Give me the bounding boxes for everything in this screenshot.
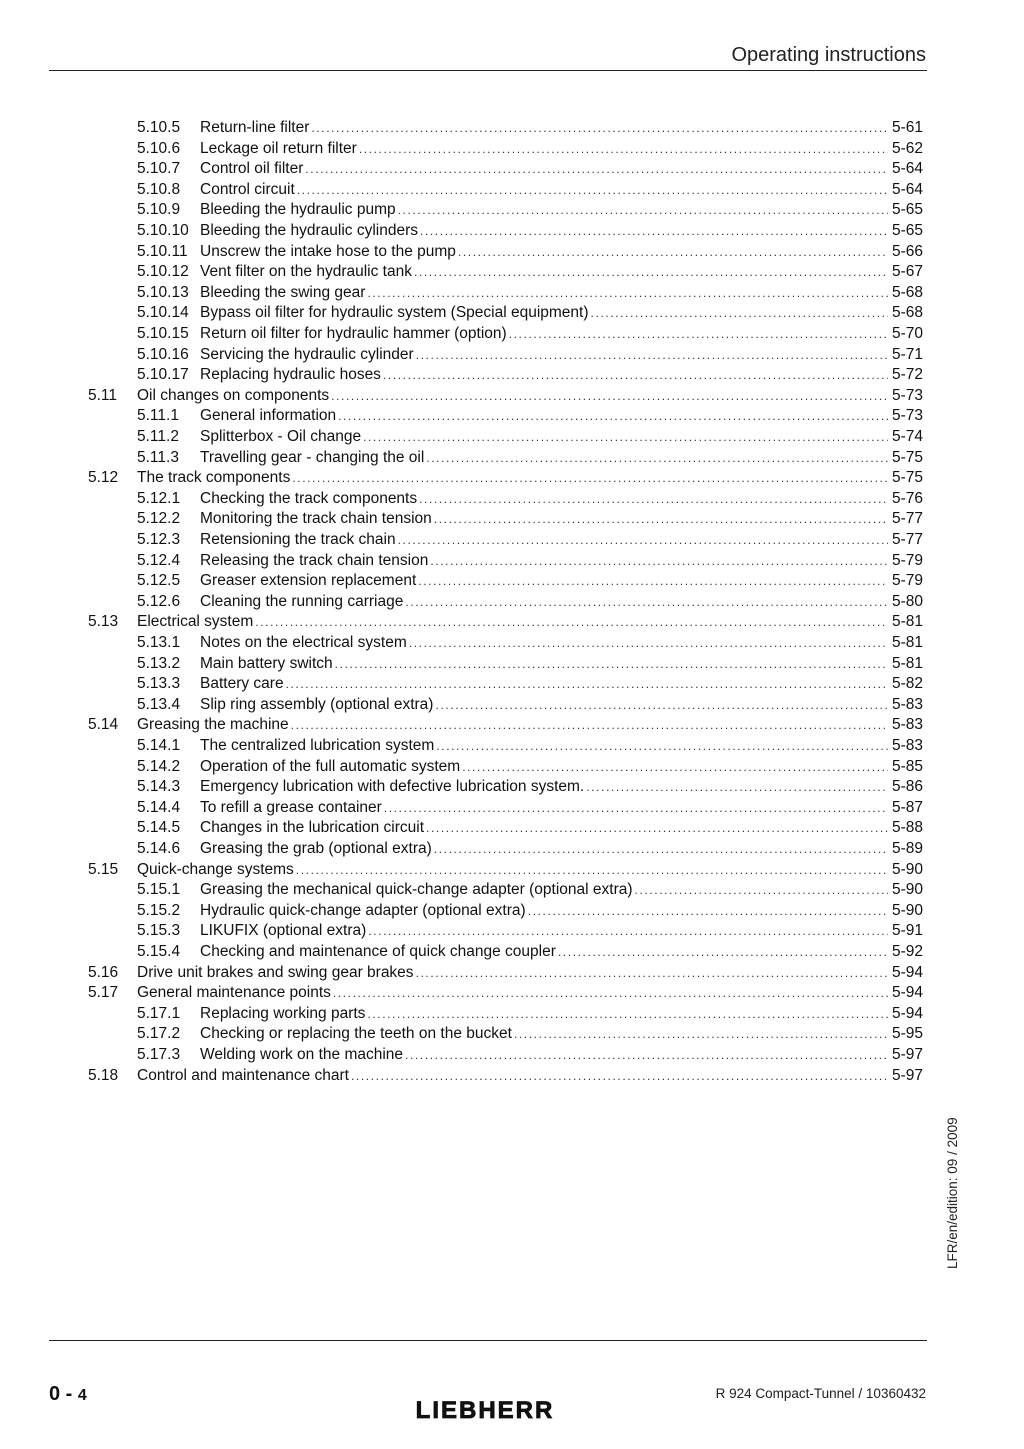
toc-entry[interactable]	[0, 571, 1024, 592]
toc-entry[interactable]	[0, 736, 1024, 757]
toc-entry-title: To refill a grease container	[200, 798, 382, 816]
toc-entry-title-line	[200, 509, 890, 530]
toc-entry-number: 5.15.3	[137, 922, 181, 940]
toc-entry-page: 5-90	[892, 881, 924, 899]
toc-entry-page: 5-61	[892, 119, 924, 136]
toc-dot-leader	[405, 1045, 888, 1066]
toc-entry-title-line	[200, 921, 890, 942]
toc-dot-leader	[359, 139, 888, 160]
toc-dot-leader	[367, 1004, 888, 1025]
toc-entry-page: 5-65	[892, 201, 924, 219]
toc-entry-page: 5-85	[892, 757, 924, 775]
toc-entry-number: 5.14.2	[137, 757, 181, 775]
toc-entry-page: 5-83	[892, 695, 924, 713]
toc-entry-number: 5.15.4	[137, 943, 181, 960]
toc-dot-leader	[509, 324, 888, 345]
toc-dot-leader	[363, 427, 888, 448]
toc-entry-title-line	[200, 489, 890, 510]
edition-note	[943, 1113, 963, 1273]
toc-dot-leader	[558, 942, 888, 963]
toc-dot-leader	[414, 262, 888, 283]
toc-dot-leader	[418, 571, 888, 592]
toc-dot-leader	[416, 963, 888, 984]
toc-entry-page: 5-94	[892, 1004, 924, 1022]
toc-entry-title-line	[200, 880, 890, 901]
toc-entry-page: 5-92	[892, 943, 924, 960]
toc-entry[interactable]	[0, 654, 1024, 675]
toc-entry[interactable]	[0, 880, 1024, 901]
toc-entry-title: Checking and maintenance of quick change coupler	[200, 943, 556, 960]
toc-entry-title: Notes on the electrical system	[200, 634, 407, 651]
toc-entry-page: 5-68	[892, 283, 924, 301]
toc-dot-leader	[635, 880, 888, 901]
toc-entry-title: The centralized lubrication system	[200, 737, 435, 754]
toc-entry-number: 5.10.12	[137, 263, 189, 281]
toc-entry-page: 5-88	[892, 819, 924, 837]
toc-entry-title: Quick-change systems	[137, 860, 294, 878]
toc-entry-title-line	[200, 283, 890, 304]
toc-entry-title: Electrical system	[137, 613, 254, 631]
toc-entry-number: 5.12.1	[137, 489, 181, 507]
toc-entry-number: 5.12	[88, 469, 119, 487]
toc-entry[interactable]	[0, 200, 1024, 221]
toc-dot-leader	[384, 798, 888, 819]
toc-dot-leader	[367, 283, 888, 304]
toc-entry-number: 5.13.2	[137, 654, 181, 672]
toc-entry-number: 5.11.3	[137, 448, 179, 466]
toc-entry-page: 5-95	[892, 1025, 924, 1043]
toc-entry-title: LIKUFIX (optional extra)	[200, 922, 367, 940]
toc-entry[interactable]	[0, 983, 1024, 1004]
toc-entry[interactable]	[0, 901, 1024, 922]
toc-entry-number: 5.15.1	[137, 881, 181, 899]
toc-entry-title-line	[200, 262, 890, 283]
toc-dot-leader	[291, 715, 888, 736]
page-number-sub: 4	[77, 1387, 87, 1404]
toc-entry-number: 5.10.15	[137, 325, 189, 342]
toc-entry-number: 5.10.16	[137, 345, 189, 363]
toc-dot-leader	[305, 159, 888, 180]
toc-entry-title: Bleeding the hydraulic pump	[200, 201, 396, 219]
toc-entry-title: Hydraulic quick-change adapter (optional extra)	[200, 901, 526, 919]
toc-entry-page: 5-70	[892, 325, 924, 342]
toc-entry-page: 5-97	[892, 1046, 924, 1063]
toc-entry-number: 5.17.2	[137, 1025, 181, 1043]
toc-dot-leader	[458, 242, 888, 263]
toc-entry-title-line	[200, 633, 890, 654]
toc-entry-number: 5.10.17	[137, 366, 189, 384]
toc-entry-title-line	[137, 468, 890, 489]
toc-entry-title: Splitterbox - Oil change	[200, 428, 362, 445]
toc-entry-title: Battery care	[200, 675, 284, 693]
toc-entry[interactable]	[0, 365, 1024, 386]
toc-entry-title: Retensioning the track chain	[200, 531, 396, 548]
toc-entry[interactable]	[0, 963, 1024, 984]
toc-entry-page: 5-83	[892, 737, 924, 754]
toc-entry-title-line	[200, 345, 890, 366]
toc-entry-page: 5-89	[892, 840, 924, 857]
toc-entry[interactable]	[0, 839, 1024, 860]
toc-entry-number: 5.14.5	[137, 819, 181, 837]
toc-entry-number: 5.10.14	[137, 304, 189, 322]
toc-entry-page: 5-79	[892, 551, 924, 569]
toc-entry-title-line	[200, 242, 890, 263]
document-reference: R 924 Compact-Tunnel / 10360432	[715, 1386, 926, 1401]
toc-entry-title: Servicing the hydraulic cylinder	[200, 345, 414, 363]
toc-entry-number: 5.17	[88, 984, 119, 1002]
toc-entry-page: 5-82	[892, 675, 924, 693]
toc-entry-title: Bleeding the swing gear	[200, 283, 366, 301]
toc-dot-leader	[333, 983, 888, 1004]
toc-entry-title: Return oil filter for hydraulic hammer (option)	[200, 325, 507, 342]
toc-entry-title: Operation of the full automatic system	[200, 757, 461, 775]
toc-entry-number: 5.15.2	[137, 901, 181, 919]
toc-dot-leader	[591, 303, 888, 324]
toc-entry-number: 5.10.10	[137, 222, 189, 239]
toc-dot-leader	[398, 200, 888, 221]
toc-entry-title: Control circuit	[200, 180, 295, 198]
toc-entry[interactable]	[0, 942, 1024, 963]
toc-entry-title: Emergency lubrication with defective lubrication system.	[200, 778, 585, 796]
toc-entry-page: 5-81	[892, 613, 924, 631]
toc-entry-title: Vent filter on the hydraulic tank	[200, 263, 412, 281]
toc-entry-number: 5.10.7	[137, 160, 181, 178]
toc-entry-title-line	[200, 180, 890, 201]
toc-entry[interactable]	[0, 1045, 1024, 1066]
toc-entry-title-line	[200, 159, 890, 180]
toc-dot-leader	[420, 221, 888, 242]
toc-entry-number: 5.15	[88, 860, 119, 878]
toc-entry-title-line	[200, 530, 890, 551]
toc-entry-title-line	[200, 118, 890, 139]
toc-entry-title-line	[200, 942, 890, 963]
toc-entry-page: 5-79	[892, 572, 924, 590]
toc-entry-title-line	[200, 798, 890, 819]
toc-entry-page: 5-64	[892, 180, 924, 198]
toc-entry[interactable]	[0, 1004, 1024, 1025]
toc-entry-title: Slip ring assembly (optional extra)	[200, 695, 434, 713]
toc-entry-title-line	[200, 406, 890, 427]
toc-entry[interactable]	[0, 303, 1024, 324]
toc-dot-leader	[331, 386, 888, 407]
toc-entry-number: 5.11.2	[137, 428, 179, 445]
toc-entry-number: 5.12.5	[137, 572, 181, 590]
toc-entry-title-line	[200, 448, 890, 469]
toc-entry-number: 5.12.4	[137, 551, 181, 569]
toc-entry-title-line	[137, 860, 890, 881]
toc-entry-title-line	[200, 839, 890, 860]
toc-dot-leader	[296, 860, 888, 881]
toc-entry[interactable]	[0, 633, 1024, 654]
toc-dot-leader	[434, 839, 888, 860]
toc-dot-leader	[416, 345, 888, 366]
toc-entry-title: Greasing the grab (optional extra)	[200, 840, 432, 857]
toc-entry-page: 5-80	[892, 592, 924, 610]
toc-entry-number: 5.18	[88, 1066, 119, 1084]
toc-entry-page: 5-68	[892, 304, 924, 322]
toc-entry-title: Unscrew the intake hose to the pump	[200, 242, 456, 260]
toc-entry-number: 5.10.13	[137, 283, 189, 301]
toc-entry[interactable]	[0, 180, 1024, 201]
toc-entry-title-line	[200, 571, 890, 592]
toc-entry[interactable]	[0, 242, 1024, 263]
toc-entry[interactable]	[0, 262, 1024, 283]
toc-entry[interactable]	[0, 612, 1024, 633]
toc-entry-title-line	[200, 695, 890, 716]
toc-entry-number: 5.16	[88, 963, 119, 981]
toc-entry-number: 5.13	[88, 613, 119, 631]
toc-entry-title: Greasing the mechanical quick-change adapter (optional extra)	[200, 881, 633, 899]
toc-entry-title-line	[200, 1004, 890, 1025]
toc-dot-leader	[286, 674, 888, 695]
toc-entry-title: General maintenance points	[137, 984, 331, 1002]
toc-entry-page: 5-94	[892, 984, 924, 1002]
toc-entry-number: 5.12.3	[137, 531, 181, 548]
toc-entry-page: 5-64	[892, 160, 924, 178]
toc-entry[interactable]	[0, 860, 1024, 881]
toc-entry-title: The track components	[137, 469, 291, 487]
toc-entry[interactable]	[0, 818, 1024, 839]
toc-entry-title-line	[200, 674, 890, 695]
toc-dot-leader	[528, 901, 888, 922]
toc-entry-title: General information	[200, 407, 337, 425]
toc-entry-title-line	[200, 200, 890, 221]
toc-entry-title-line	[137, 386, 890, 407]
toc-dot-leader	[426, 448, 888, 469]
toc-entry-page: 5-90	[892, 901, 924, 919]
toc-entry-title-line	[200, 139, 890, 160]
toc-dot-leader	[514, 1024, 888, 1045]
toc-entry-number: 5.14.1	[137, 737, 181, 754]
toc-entry-page: 5-91	[892, 922, 924, 940]
toc-entry-page: 5-75	[892, 448, 924, 466]
toc-entry[interactable]	[0, 695, 1024, 716]
toc-entry-page: 5-74	[892, 428, 924, 445]
toc-dot-leader	[351, 1066, 888, 1087]
header-rule	[49, 70, 927, 71]
toc-entry-title: Welding work on the machine	[200, 1046, 404, 1063]
toc-entry-page: 5-81	[892, 654, 924, 672]
toc-entry[interactable]	[0, 386, 1024, 407]
toc-entry-page: 5-71	[892, 345, 924, 363]
toc-entry-title-line	[137, 715, 890, 736]
toc-entry-number: 5.10.9	[137, 201, 181, 219]
toc-dot-leader	[368, 921, 888, 942]
toc-entry-title-line	[200, 427, 890, 448]
toc-entry-title: Return-line filter	[200, 119, 310, 136]
toc-entry-number: 5.13.4	[137, 695, 181, 713]
toc-entry-page: 5-72	[892, 366, 924, 384]
toc-dot-leader	[292, 468, 888, 489]
toc-entry-title: Bypass oil filter for hydraulic system (Special equipment)	[200, 304, 589, 322]
toc-entry-title: Main battery switch	[200, 654, 333, 672]
toc-entry-title: Cleaning the running carriage	[200, 592, 404, 610]
toc-entry[interactable]	[0, 283, 1024, 304]
toc-entry-title: Greaser extension replacement	[200, 572, 417, 590]
toc-entry-page: 5-77	[892, 510, 924, 528]
toc-entry-number: 5.10.6	[137, 139, 181, 157]
toc-entry-title-line	[137, 963, 890, 984]
toc-entry-title-line	[200, 818, 890, 839]
toc-entry-page: 5-77	[892, 531, 924, 548]
toc-entry-page: 5-83	[892, 716, 924, 734]
toc-entry-title-line	[137, 983, 890, 1004]
toc-entry[interactable]	[0, 1024, 1024, 1045]
toc-entry[interactable]	[0, 509, 1024, 530]
toc-entry-title-line	[200, 551, 890, 572]
footer-rule	[49, 1340, 927, 1341]
toc-entry-number: 5.14.6	[137, 840, 181, 857]
toc-entry[interactable]	[0, 345, 1024, 366]
logo-wordmark: LIEBHERR	[415, 1397, 555, 1422]
liebherr-logo	[404, 1396, 566, 1422]
toc-entry-number: 5.11	[88, 386, 118, 404]
toc-entry-title: Leckage oil return filter	[200, 139, 357, 157]
toc-entry[interactable]	[0, 551, 1024, 572]
toc-entry-title-line	[200, 1045, 890, 1066]
toc-entry-page: 5-62	[892, 139, 924, 157]
page-number	[49, 1383, 87, 1406]
toc-entry-title-line	[200, 324, 890, 345]
toc-entry-number: 5.11.1	[137, 407, 179, 425]
toc-entry-title-line	[200, 1024, 890, 1045]
toc-entry[interactable]	[0, 921, 1024, 942]
toc-dot-leader	[419, 489, 888, 510]
toc-dot-leader	[430, 551, 888, 572]
toc-entry-title-line	[137, 612, 890, 633]
toc-entry-title-line	[200, 901, 890, 922]
toc-entry-title-line	[200, 592, 890, 613]
toc-entry[interactable]	[0, 1066, 1024, 1087]
toc-entry-title: Changes in the lubrication circuit	[200, 819, 425, 837]
toc-entry-number: 5.14.3	[137, 778, 181, 796]
toc-entry-number: 5.14.4	[137, 798, 181, 816]
toc-entry-page: 5-76	[892, 489, 924, 507]
toc-entry-page: 5-90	[892, 860, 924, 878]
toc-dot-leader	[383, 365, 888, 386]
toc-entry[interactable]	[0, 468, 1024, 489]
toc-entry-title: Replacing hydraulic hoses	[200, 366, 381, 384]
toc-entry-title: Travelling gear - changing the oil	[200, 448, 425, 466]
toc-entry[interactable]	[0, 406, 1024, 427]
toc-entry-title-line	[137, 1066, 890, 1087]
toc-entry[interactable]	[0, 530, 1024, 551]
toc-entry-page: 5-87	[892, 798, 924, 816]
toc-entry-title: Checking or replacing the teeth on the bucket	[200, 1025, 512, 1043]
toc-entry-title: Monitoring the track chain tension	[200, 510, 432, 528]
toc-dot-leader	[435, 695, 888, 716]
toc-dot-leader	[409, 633, 888, 654]
toc-dot-leader	[586, 777, 888, 798]
toc-entry-page: 5-86	[892, 778, 924, 796]
toc-entry-title: Checking the track components	[200, 489, 418, 507]
toc-entry-title-line	[200, 221, 890, 242]
toc-entry-page: 5-65	[892, 222, 924, 239]
toc-entry-title-line	[200, 736, 890, 757]
toc-entry-page: 5-66	[892, 242, 924, 260]
toc-entry-title-line	[200, 777, 890, 798]
toc-dot-leader	[398, 530, 888, 551]
toc-entry-page: 5-73	[892, 407, 924, 425]
toc-dot-leader	[436, 736, 888, 757]
toc-entry[interactable]	[0, 757, 1024, 778]
toc-entry-title-line	[200, 757, 890, 778]
toc-entry-page: 5-73	[892, 386, 924, 404]
toc-entry-number: 5.14	[88, 716, 119, 734]
toc-dot-leader	[297, 180, 888, 201]
toc-entry[interactable]	[0, 427, 1024, 448]
toc-entry-page: 5-81	[892, 634, 924, 651]
toc-entry[interactable]	[0, 324, 1024, 345]
toc-entry-title: Control oil filter	[200, 160, 304, 178]
toc-entry-title-line	[200, 654, 890, 675]
toc-entry-title: Greasing the machine	[137, 716, 289, 734]
page-number-main: 0 -	[49, 1383, 73, 1405]
toc-entry-number: 5.13.1	[137, 634, 181, 651]
toc-entry-number: 5.10.8	[137, 180, 181, 198]
toc-entry[interactable]	[0, 777, 1024, 798]
toc-entry[interactable]	[0, 221, 1024, 242]
toc-entry-page: 5-67	[892, 263, 924, 281]
toc-entry-title: Control and maintenance chart	[137, 1066, 349, 1084]
toc-entry-title-line	[200, 365, 890, 386]
toc-dot-leader	[335, 654, 888, 675]
toc-entry[interactable]	[0, 798, 1024, 819]
toc-dot-leader	[311, 118, 888, 139]
toc-entry[interactable]	[0, 139, 1024, 160]
toc-entry-number: 5.12.6	[137, 592, 181, 610]
toc-dot-leader	[462, 757, 888, 778]
edition-text: LFR/en/edition: 09 / 2009	[945, 1117, 960, 1269]
toc-entry[interactable]	[0, 489, 1024, 510]
toc-entry[interactable]	[0, 448, 1024, 469]
toc-entry-page: 5-94	[892, 963, 924, 981]
toc-dot-leader	[405, 592, 888, 613]
toc-entry-page: 5-75	[892, 469, 924, 487]
toc-entry-number: 5.17.3	[137, 1046, 181, 1063]
toc-dot-leader	[255, 612, 888, 633]
page-header-title: Operating instructions	[731, 44, 926, 66]
toc-entry-title-line	[200, 303, 890, 324]
toc-dot-leader	[426, 818, 888, 839]
toc-entry-number: 5.10.11	[137, 242, 188, 260]
toc-entry[interactable]	[0, 715, 1024, 736]
toc-entry-title: Releasing the track chain tension	[200, 551, 429, 569]
toc-entry-number: 5.17.1	[137, 1004, 181, 1022]
toc-entry-title: Drive unit brakes and swing gear brakes	[137, 963, 414, 981]
toc-entry-page: 5-97	[892, 1066, 924, 1084]
toc-entry-title: Oil changes on components	[137, 386, 330, 404]
toc-entry-number: 5.13.3	[137, 675, 181, 693]
toc-entry[interactable]	[0, 592, 1024, 613]
toc-entry-title: Replacing working parts	[200, 1004, 366, 1022]
toc-entry[interactable]	[0, 159, 1024, 180]
toc-entry[interactable]	[0, 674, 1024, 695]
toc-entry-number: 5.12.2	[137, 510, 181, 528]
toc-dot-leader	[338, 406, 888, 427]
toc-entry[interactable]	[0, 118, 1024, 139]
toc-dot-leader	[434, 509, 888, 530]
toc-entry-title: Bleeding the hydraulic cylinders	[200, 222, 418, 239]
toc-entry-number: 5.10.5	[137, 119, 181, 136]
